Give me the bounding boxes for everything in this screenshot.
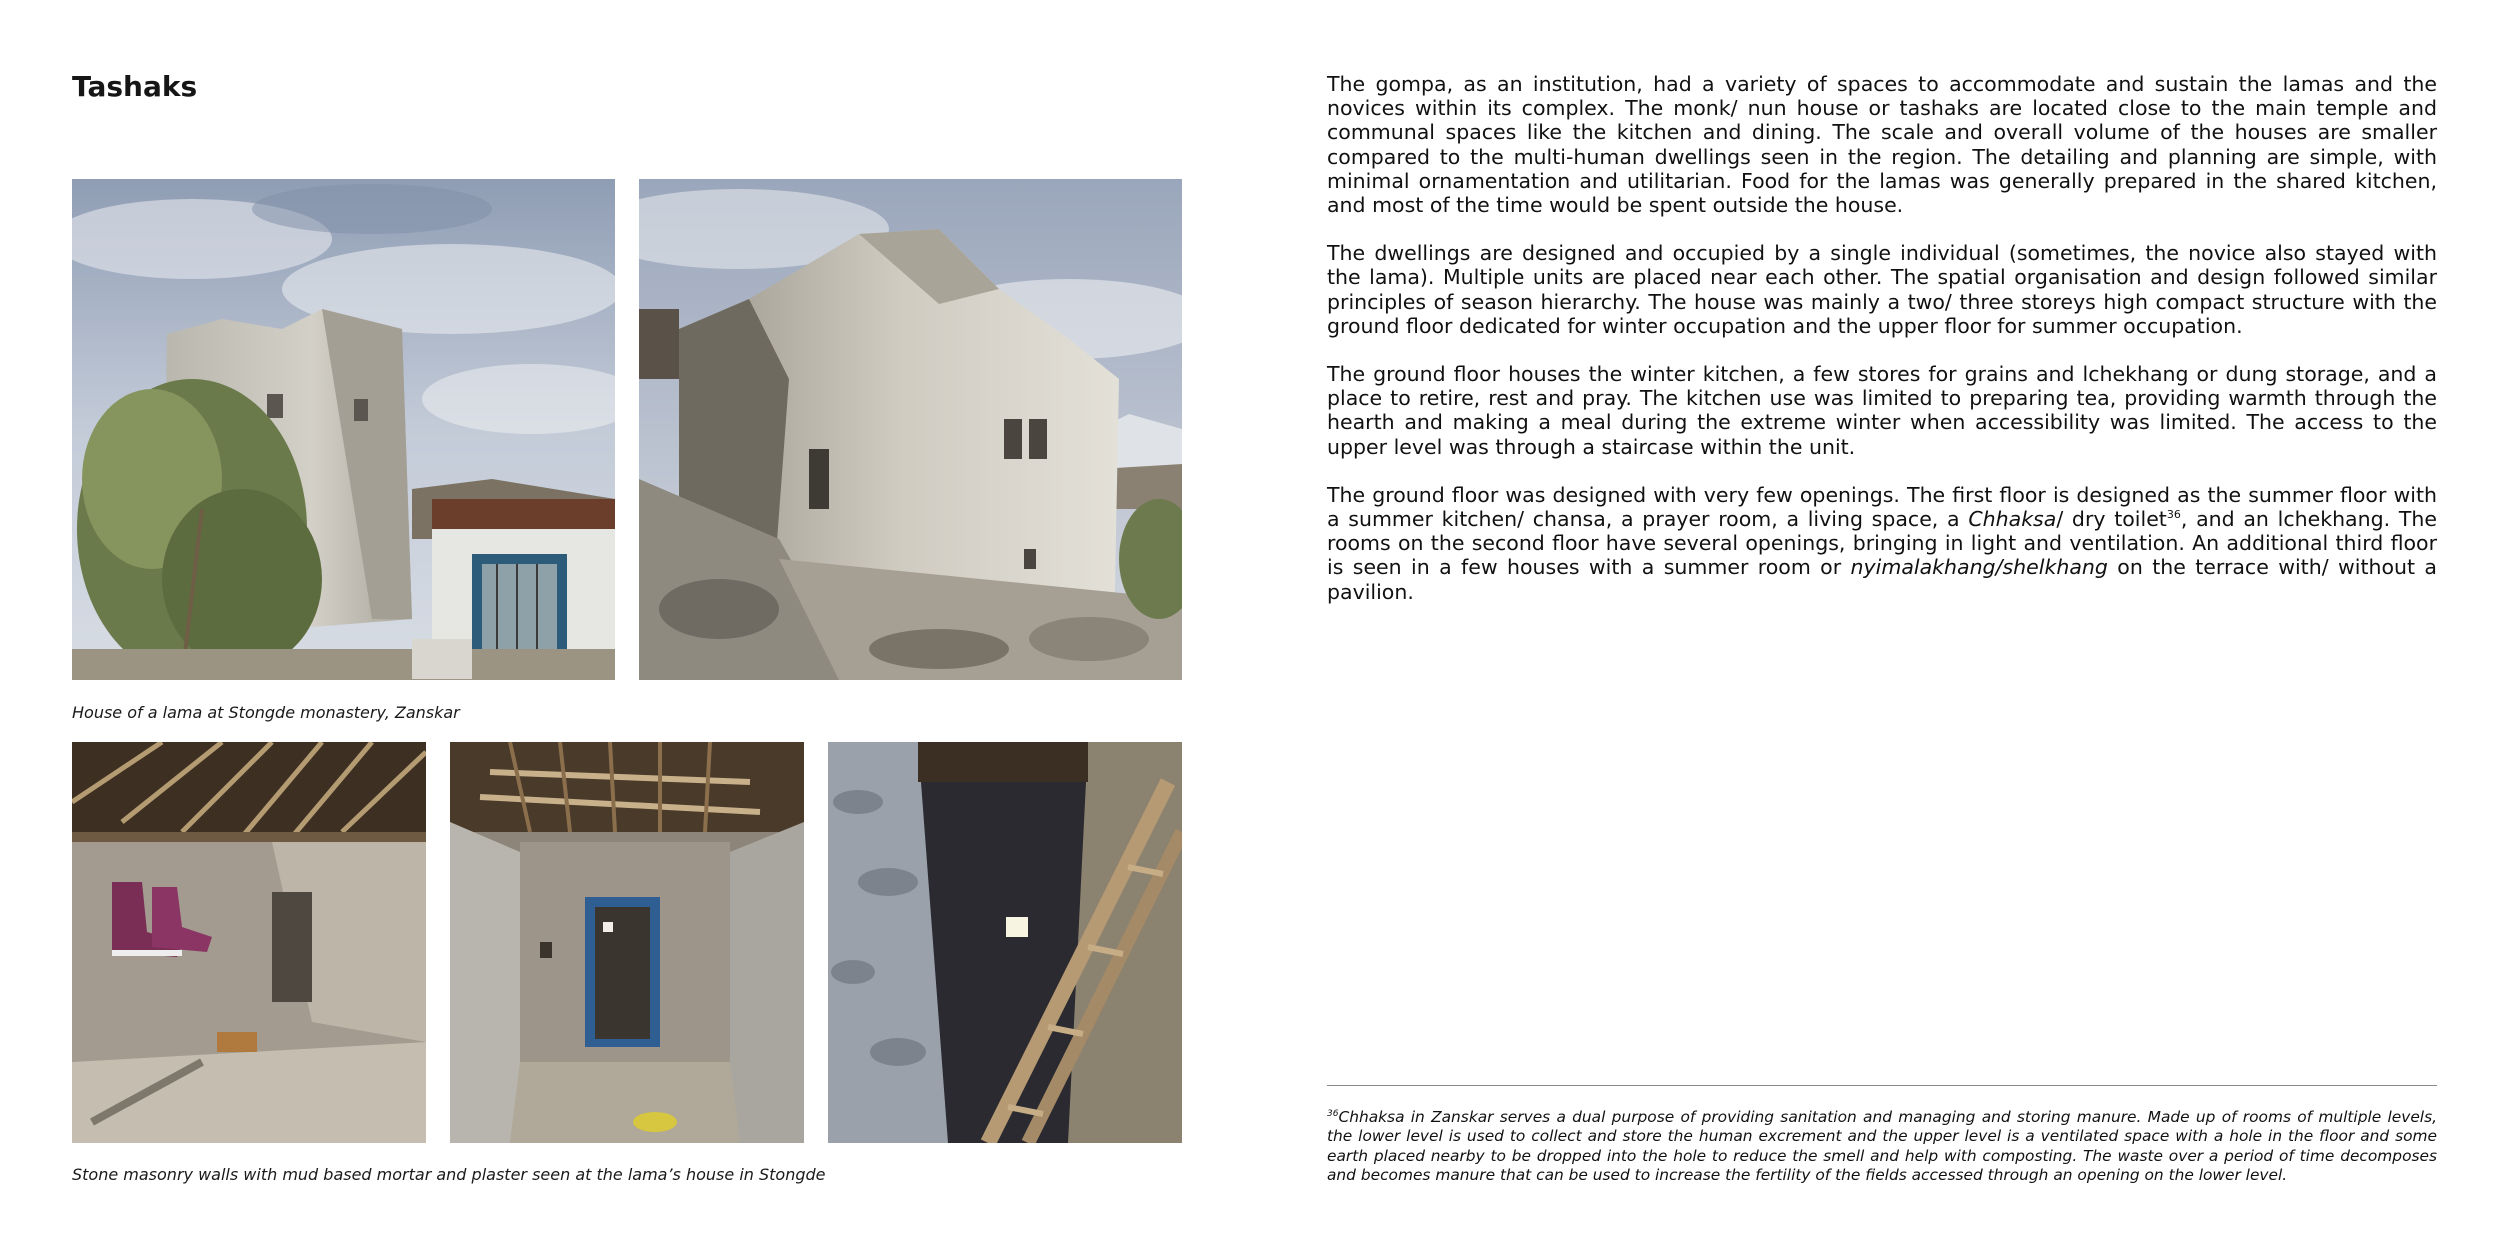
caption-bottom: Stone masonry walls with mud based mortar and plaster seen at the lama’s house in Stongde (72, 1165, 826, 1184)
lama-house-side-image (639, 179, 1182, 680)
photo-lama-house-exterior (72, 179, 615, 680)
paragraph-4-part-2: / dry toilet (2056, 507, 2167, 532)
footnote-number: 36 (1327, 1108, 1339, 1119)
interior-ladder-image (828, 742, 1182, 1143)
footnote (1327, 1108, 2437, 1185)
interior-boots-image (72, 742, 426, 1143)
paragraph-4-part-3: , and an lchekhang. The rooms on the second floor have several openings, bringing in light and ventilation. An additional third floor is seen in a few houses with a summer room or (1327, 507, 2437, 580)
chhaksa-term: Chhaksa (1968, 507, 2057, 532)
paragraph-2: The dwellings are designed and occupied by a single individual (sometimes, the novice also stayed with the lama). Multiple units are placed near each other. The spatial organisation and design followed similar principles of season hierarchy. The house was mainly a two/ three storeys high compact structure with the ground floor dedicated for winter occupation and the upper floor for summer occupation. (1327, 241, 2437, 338)
footnote-text: Chhaksa in Zanskar serves a dual purpose of providing sanitation and managing and storing manure. Made up of rooms of multiple levels, the lower level is used to collect and store the human excrement and the upper level is a ventilated space with a hole in the floor and some earth placed nearby to be dropped into the hole to reduce the smell and help with composting. The waste over a period of time decomposes and becomes manure that can be used to increase the fertility of the fields accessed through an opening on the lower level. (1327, 1108, 2437, 1184)
lama-house-exterior-image (72, 179, 615, 680)
paragraph-4 (1327, 483, 2437, 604)
page-title: Tashaks (72, 70, 198, 103)
photo-interior-doorway (450, 742, 804, 1143)
photo-interior-ladder (828, 742, 1182, 1143)
caption-top: House of a lama at Stongde monastery, Zanskar (72, 703, 460, 722)
nyimalakhang-term: nyimalakhang/shelkhang (1850, 555, 2108, 580)
paragraph-4-part-1: The ground floor was designed with very few openings. The first floor is designed as the summer floor with a summer kitchen/ chansa, a prayer room, a living space, a (1327, 482, 2437, 532)
photo-interior-boots (72, 742, 426, 1143)
footnote-reference[interactable]: 36 (2166, 508, 2181, 522)
paragraph-1: The gompa, as an institution, had a variety of spaces to accommodate and sustain the lamas and the novices within its complex. The monk/ nun house or tashaks are located close to the main temple and communal spaces like the kitchen and dining. The scale and overall volume of the houses are smaller compared to the multi-human dwellings seen in the region. The detailing and planning are simple, with minimal ornamentation and utilitarian. Food for the lamas was generally prepared in the shared kitchen, and most of the time would be spent outside the house. (1327, 72, 2437, 218)
photo-lama-house-side (639, 179, 1182, 680)
body-text (1327, 72, 2437, 628)
paragraph-4-part-4: on the terrace with/ without a pavilion. (1327, 555, 2437, 604)
footnote-divider (1327, 1085, 2437, 1086)
interior-doorway-image (450, 742, 804, 1143)
paragraph-3: The ground floor houses the winter kitchen, a few stores for grains and lchekhang or dung storage, and a place to retire, rest and pray. The kitchen use was limited to preparing tea, providing warmth through the hearth and making a meal during the extreme winter when accessibility was limited. The access to the upper level was through a staircase within the unit. (1327, 362, 2437, 459)
